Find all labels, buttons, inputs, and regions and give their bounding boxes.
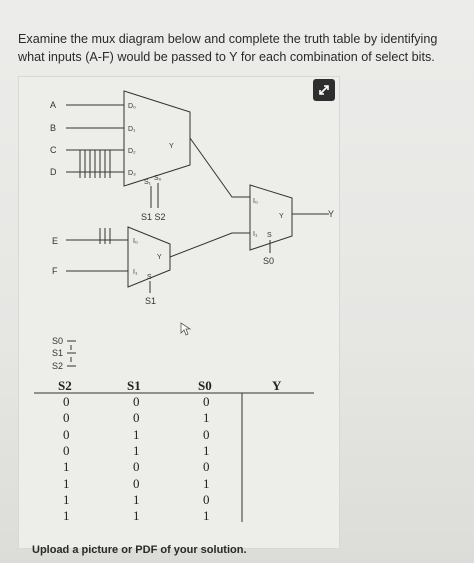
col-header-s2: S2: [58, 378, 72, 393]
cell-s2: 1: [63, 459, 70, 474]
cell-s2: 1: [63, 492, 70, 507]
cell-s1: 1: [133, 508, 140, 523]
mux3-pin-i1: I₁: [253, 231, 258, 238]
table-row: [63, 443, 210, 458]
mux2-input-e: E: [52, 236, 59, 246]
cell-s0: 0: [203, 394, 210, 409]
mux3-final-out: Y: [328, 209, 335, 219]
mux1-input-c: C: [50, 145, 57, 155]
cell-s0: 1: [203, 508, 210, 523]
mux1-input-d: D: [50, 167, 57, 177]
cell-s1: 0: [133, 476, 140, 491]
mux3-body: [250, 185, 292, 250]
cell-s1: 1: [133, 443, 140, 458]
cell-s1: 0: [133, 394, 140, 409]
col-header-y: Y: [272, 378, 282, 393]
mux1-pin-s1: S₁: [144, 179, 152, 186]
mux2-pin-i0: I₀: [133, 238, 138, 245]
mux1-pin-d0: D₀: [128, 103, 136, 110]
mux2-sel-label: S1: [145, 296, 157, 306]
mux1-pin-d2: D₂: [128, 148, 136, 155]
mux1-out-wire: [190, 138, 250, 197]
cell-s0: 0: [203, 459, 210, 474]
cell-s2: 0: [63, 410, 70, 425]
table-row: [63, 427, 210, 442]
cell-s0: 0: [203, 427, 210, 442]
mux2-pin-y: Y: [157, 254, 162, 261]
cell-s0: 1: [203, 476, 210, 491]
mux3-pin-y: Y: [279, 213, 284, 220]
mux1-pin-d3: D₃: [128, 170, 136, 177]
cell-s2: 1: [63, 476, 70, 491]
mux2-pin-s: S: [147, 274, 152, 281]
cell-s2: 1: [63, 508, 70, 523]
cell-s1: 0: [133, 459, 140, 474]
upload-instruction: Upload a picture or PDF of your solution.: [32, 544, 247, 556]
col-header-s0: S0: [198, 378, 212, 393]
cell-s0: 1: [203, 410, 210, 425]
cell-s1: 0: [133, 410, 140, 425]
mux1-sel-label: S1 S2: [141, 212, 166, 222]
mux3-sel-label: S0: [263, 256, 275, 266]
question-text: Examine the mux diagram below and complete the truth table by identifying what inputs (A-F) would be passed to Y for each combination of select bits.: [18, 32, 438, 64]
table-row: [63, 508, 210, 523]
mux3-pin-i0: I₀: [253, 198, 258, 205]
table-row: [63, 476, 210, 491]
cell-s2: 0: [63, 443, 70, 458]
select-line-s0: S0: [52, 336, 64, 346]
mux2-pin-i1: I₁: [133, 269, 138, 276]
mux1-input-b: B: [50, 123, 57, 133]
mux3-pin-s: S: [267, 232, 272, 239]
cell-s0: 0: [203, 492, 210, 507]
table-row: [63, 459, 210, 474]
table-row: [63, 394, 210, 409]
select-line-s1: S1: [52, 348, 64, 358]
table-row: [63, 410, 210, 425]
mux1-pin-y: Y: [169, 143, 174, 150]
cell-s2: 0: [63, 394, 70, 409]
mouse-cursor-icon: [181, 323, 190, 335]
cell-s2: 0: [63, 427, 70, 442]
mux1-pin-s0: S₀: [154, 175, 162, 182]
mux2-input-f: F: [52, 266, 58, 276]
table-row: [63, 492, 210, 507]
col-header-s1: S1: [127, 378, 141, 393]
select-line-s2: S2: [52, 361, 64, 371]
cell-s0: 1: [203, 443, 210, 458]
cell-s1: 1: [133, 492, 140, 507]
mux1-input-a: A: [50, 100, 57, 110]
mux1-pin-d1: D₁: [128, 126, 136, 133]
mux2-out-wire: [170, 233, 250, 257]
truth-table: [34, 378, 314, 523]
cell-s1: 1: [133, 427, 140, 442]
